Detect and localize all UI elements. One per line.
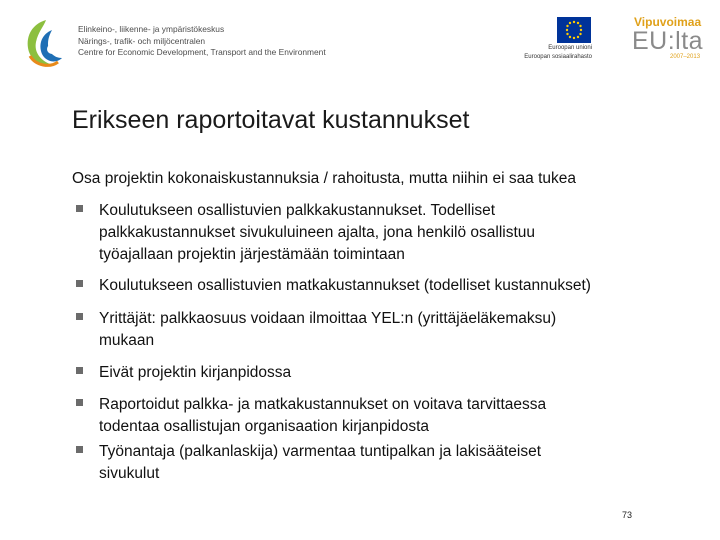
eu-union-text: Euroopan unioni	[548, 45, 592, 51]
eu-funding-label	[510, 44, 592, 61]
ely-centre-logo	[22, 16, 332, 68]
bullet-text: Yrittäjät: palkkaosuus voidaan ilmoittaa YEL:n (yrittäjäeläkemaksu) mukaan	[99, 310, 557, 349]
slide-title: Erikseen raportoitavat kustannukset	[72, 106, 470, 134]
org-name-sv: Närings-, trafik- och miljöcentralen	[78, 35, 206, 46]
bullet-square-icon	[76, 446, 83, 453]
vipu-main-text: EU:lta	[632, 27, 704, 55]
bullet-square-icon	[76, 205, 83, 212]
bullet-square-icon	[76, 280, 83, 287]
slide-intro: Osa projektin kokonaiskustannuksia / rahoitusta, mutta niihin ei saa tukea	[72, 170, 577, 187]
bullet-text: Koulutukseen osallistuvien matkakustannukset (todelliset kustannukset)	[99, 277, 591, 294]
page-number: 73	[622, 510, 633, 520]
bullet-square-icon	[76, 367, 83, 374]
vipu-top-text: Vipuvoimaa	[634, 15, 702, 29]
ely-centre-name	[78, 24, 326, 59]
bullet-text: Työnantaja (palkanlaskija) varmentaa tuntipalkan ja lakisääteiset sivukulut	[99, 443, 541, 482]
bullet-text: Raportoidut palkka- ja matkakustannukset on voitava tarvittaessa todentaa osallistujan organisaation kirjanpidosta	[99, 396, 547, 435]
vipu-period-text: 2007–2013	[670, 54, 701, 60]
bullet-square-icon	[76, 313, 83, 320]
org-name-fi: Elinkeino-, liikenne- ja ympäristökeskus	[78, 24, 225, 34]
ely-logo-mark-icon	[22, 16, 70, 68]
bullet-text: Koulutukseen osallistuvien palkkakustannukset. Todelliset palkkakustannukset sivukuluineen ajalta, jona henkilö osallistuu työajallaan projektin järjestämään toimintaan	[99, 202, 535, 263]
bullet-text: Eivät projektin kirjanpidossa	[99, 364, 292, 381]
bullet-square-icon	[76, 399, 83, 406]
eu-social-fund-text: Euroopan sosiaalirahasto	[524, 53, 592, 60]
eu-flag-icon	[557, 17, 591, 43]
org-name-en: Centre for Economic Development, Transport and the Environment	[78, 47, 326, 57]
